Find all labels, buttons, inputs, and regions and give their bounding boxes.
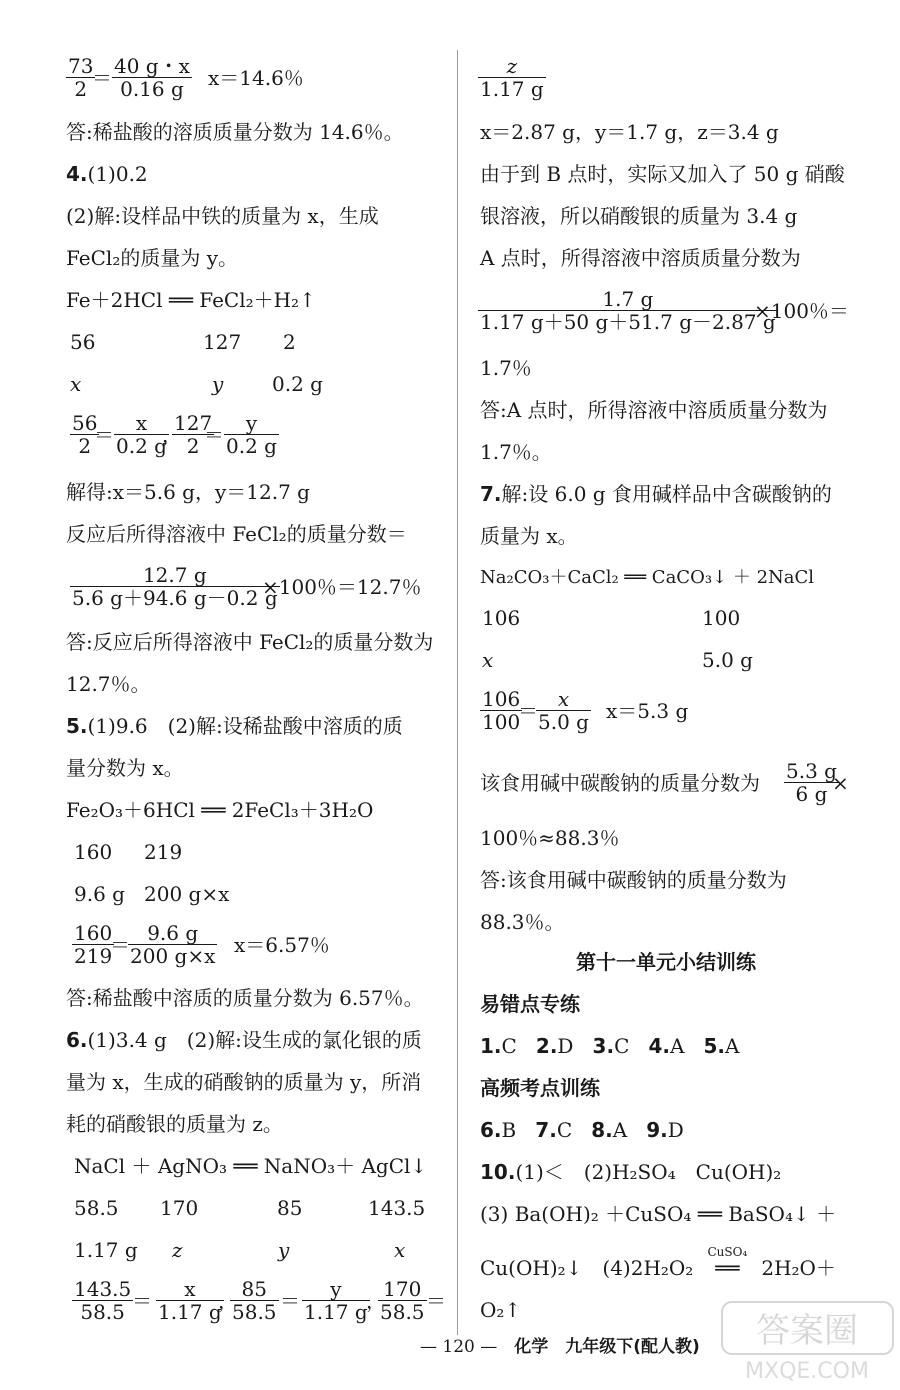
equals: ＝ (280, 1289, 300, 1313)
variable: 1.17 g (74, 1238, 138, 1262)
result: x＝6.57％ (234, 933, 330, 957)
column-divider (457, 50, 458, 1335)
molar-mass: 106 (482, 606, 521, 630)
equation: NaCl ＋ AgNO₃ ══ NaNO₃＋ AgCl↓ (74, 1154, 428, 1178)
equals: ＝ (92, 66, 112, 90)
molar-mass: 219 (144, 840, 183, 864)
fraction: $\frac{y}{1.17 g}$ (304, 1277, 368, 1324)
result: x＝5.3 g (606, 699, 689, 723)
text-line: 解得:x＝5.6 g，y＝12.7 g (66, 480, 310, 504)
answer-line: 1.7％。 (480, 440, 552, 464)
fraction: $\frac{85}{58.5}$ (232, 1277, 277, 1324)
text-line: 耗的硝酸银的质量为 z。 (66, 1112, 283, 1136)
answer-line: 答:反应后所得溶液中 FeCl₂的质量分数为 (66, 630, 434, 654)
text-line: 量分数为 x。 (66, 756, 184, 780)
variable: y (212, 372, 224, 396)
text-line: (3) Ba(OH)₂ ＋CuSO₄ ══ BaSO₄↓ ＋ (480, 1202, 837, 1226)
right-column (466, 0, 900, 1390)
text-line: 银溶液，所以硝酸银的质量为 3.4 g (480, 204, 798, 228)
question-10: 10.(1)＜ (2)H₂SO₄ Cu(OH)₂ (480, 1160, 782, 1184)
equals: ＝ (110, 933, 130, 957)
question-5: 5.(1)9.6 (2)解:设稀盐酸中溶质的质 (66, 714, 403, 738)
result: ×100％＝ (754, 299, 849, 323)
fraction: $\frac{x}{5.0 g}$ (538, 687, 589, 734)
fraction: $\frac{40 g・x}{0.16 g}$ (114, 54, 190, 101)
fraction: $\frac{73}{2}$ (68, 54, 94, 101)
molar-mass: 170 (160, 1196, 199, 1220)
fraction: $\frac{x}{1.17 g}$ (158, 1277, 222, 1324)
text-line: 量为 x，生成的硝酸钠的质量为 y，所消 (66, 1070, 422, 1094)
equals: ＝ (132, 1289, 152, 1313)
variable: 200 g×x (144, 882, 230, 906)
variable: x (394, 1238, 406, 1262)
answer-list: 6.B 7.C 8.A 9.D (480, 1118, 684, 1142)
subsection-title: 高频考点训练 (480, 1076, 600, 1100)
text-line: FeCl₂的质量为 y。 (66, 246, 238, 270)
variable: y (278, 1238, 290, 1262)
result: x＝14.6％ (208, 66, 304, 90)
molar-mass: 85 (277, 1196, 303, 1220)
answer-line: 答:该食用碱中碳酸钠的质量分数为 (480, 868, 787, 892)
molar-mass: 56 (70, 330, 96, 354)
comma: ， (162, 423, 182, 447)
text-line: 反应后所得溶液中 FeCl₂的质量分数＝ (66, 522, 407, 546)
equals: ＝ (426, 1289, 446, 1313)
variable: z (172, 1238, 183, 1262)
text-line: x＝2.87 g，y＝1.7 g，z＝3.4 g (480, 120, 779, 144)
molar-mass: 143.5 (368, 1196, 426, 1220)
fraction: $\frac{56}{2}$ (72, 411, 98, 458)
answer-line: 88.3％。 (480, 910, 565, 934)
comma: ， (366, 1289, 386, 1313)
fraction: $\frac{106}{100}$ (482, 687, 521, 734)
answer-line: 12.7％。 (66, 672, 151, 696)
comma: ， (218, 1289, 238, 1313)
question-6: 6.(1)3.4 g (2)解:设生成的氯化银的质 (66, 1028, 422, 1052)
watermark-logo (720, 1300, 895, 1385)
molar-mass: 160 (74, 840, 113, 864)
fraction: $\frac{9.6 g}{200 g\times x}$ (130, 921, 216, 968)
text-line: A 点时，所得溶液中溶质质量分数为 (480, 246, 801, 270)
answer-line: 答:稀盐酸中溶质的质量分数为 6.57％。 (66, 986, 424, 1010)
text-line: 1.7％ (480, 356, 532, 380)
subsection-title: 易错点专练 (480, 992, 580, 1016)
equals: ＝ (204, 423, 224, 447)
molar-mass: 127 (203, 330, 242, 354)
result: ×100％＝12.7％ (262, 575, 422, 599)
text-line: 质量为 x。 (480, 524, 578, 548)
catalyst-arrow: CuSO₄ ══ (707, 1245, 748, 1280)
fraction: $\frac{170}{58.5}$ (380, 1277, 425, 1324)
variable: x (482, 648, 494, 672)
equation: Fe＋2HCl ══ FeCl₂＋H₂↑ (66, 288, 316, 312)
text-line: O₂↑ (480, 1298, 522, 1322)
fraction: $\frac{127}{2}$ (174, 411, 213, 458)
variable: 0.2 g (272, 372, 323, 396)
section-title: 第十一单元小结训练 (576, 950, 756, 974)
page-footer: — 120 — 化学 九年级下(配人教) (420, 1337, 700, 1357)
equation: Fe₂O₃＋6HCl ══ 2FeCl₃＋3H₂O (66, 798, 374, 822)
times: × (832, 771, 849, 795)
text-line: 该食用碱中碳酸钠的质量分数为 (480, 771, 760, 795)
fraction: $\frac{12.7 g}{5.6 g+94.6 g-0.2 g}$ (72, 563, 278, 610)
question-7: 7.解:设 6.0 g 食用碱样品中含碳酸钠的 (480, 482, 832, 506)
variable: 5.0 g (702, 648, 753, 672)
fraction: $\frac{160}{219}$ (74, 921, 113, 968)
variable: x (70, 372, 82, 396)
text-line: 由于到 B 点时，实际又加入了 50 g 硝酸 (480, 162, 845, 186)
text-line: Cu(OH)₂↓ (4)2H₂O₂ CuSO₄ ══ 2H₂O＋ (480, 1245, 836, 1280)
fraction: $\frac{x}{0.2 g}$ (116, 411, 167, 458)
equals: ＝ (94, 423, 114, 447)
molar-mass: 100 (702, 606, 741, 630)
fraction: $\frac{5.3 g}{6 g}$ (786, 759, 837, 806)
molar-mass: 58.5 (74, 1196, 119, 1220)
fraction: $\frac{143.5}{58.5}$ (74, 1277, 132, 1324)
fraction: $\frac{z}{1.17 g}$ (480, 54, 544, 101)
question-4: 4.(1)0.2 (66, 162, 148, 186)
molar-mass: 2 (283, 330, 296, 354)
fraction: $\frac{1.7 g}{1.17 g+50 g+51.7 g-2.87 g}$ (480, 287, 776, 334)
answer-line: 答:稀盐酸的溶质质量分数为 14.6％。 (66, 120, 404, 144)
answer-line: 答:A 点时，所得溶液中溶质质量分数为 (480, 398, 828, 422)
equation: Na₂CO₃＋CaCl₂ ══ CaCO₃↓ ＋ 2NaCl (480, 567, 815, 588)
variable: 9.6 g (74, 882, 125, 906)
text-line: (2)解:设样品中铁的质量为 x，生成 (66, 204, 379, 228)
text-line: 100％≈88.3％ (480, 826, 620, 850)
svg-text:MXQE.COM: MXQE.COM (745, 1359, 869, 1384)
answer-list: 1.C 2.D 3.C 4.A 5.A (480, 1034, 740, 1058)
svg-text:答案圈: 答案圈 (756, 1311, 858, 1351)
fraction: $\frac{y}{0.2 g}$ (226, 411, 277, 458)
equals: ＝ (518, 699, 538, 723)
